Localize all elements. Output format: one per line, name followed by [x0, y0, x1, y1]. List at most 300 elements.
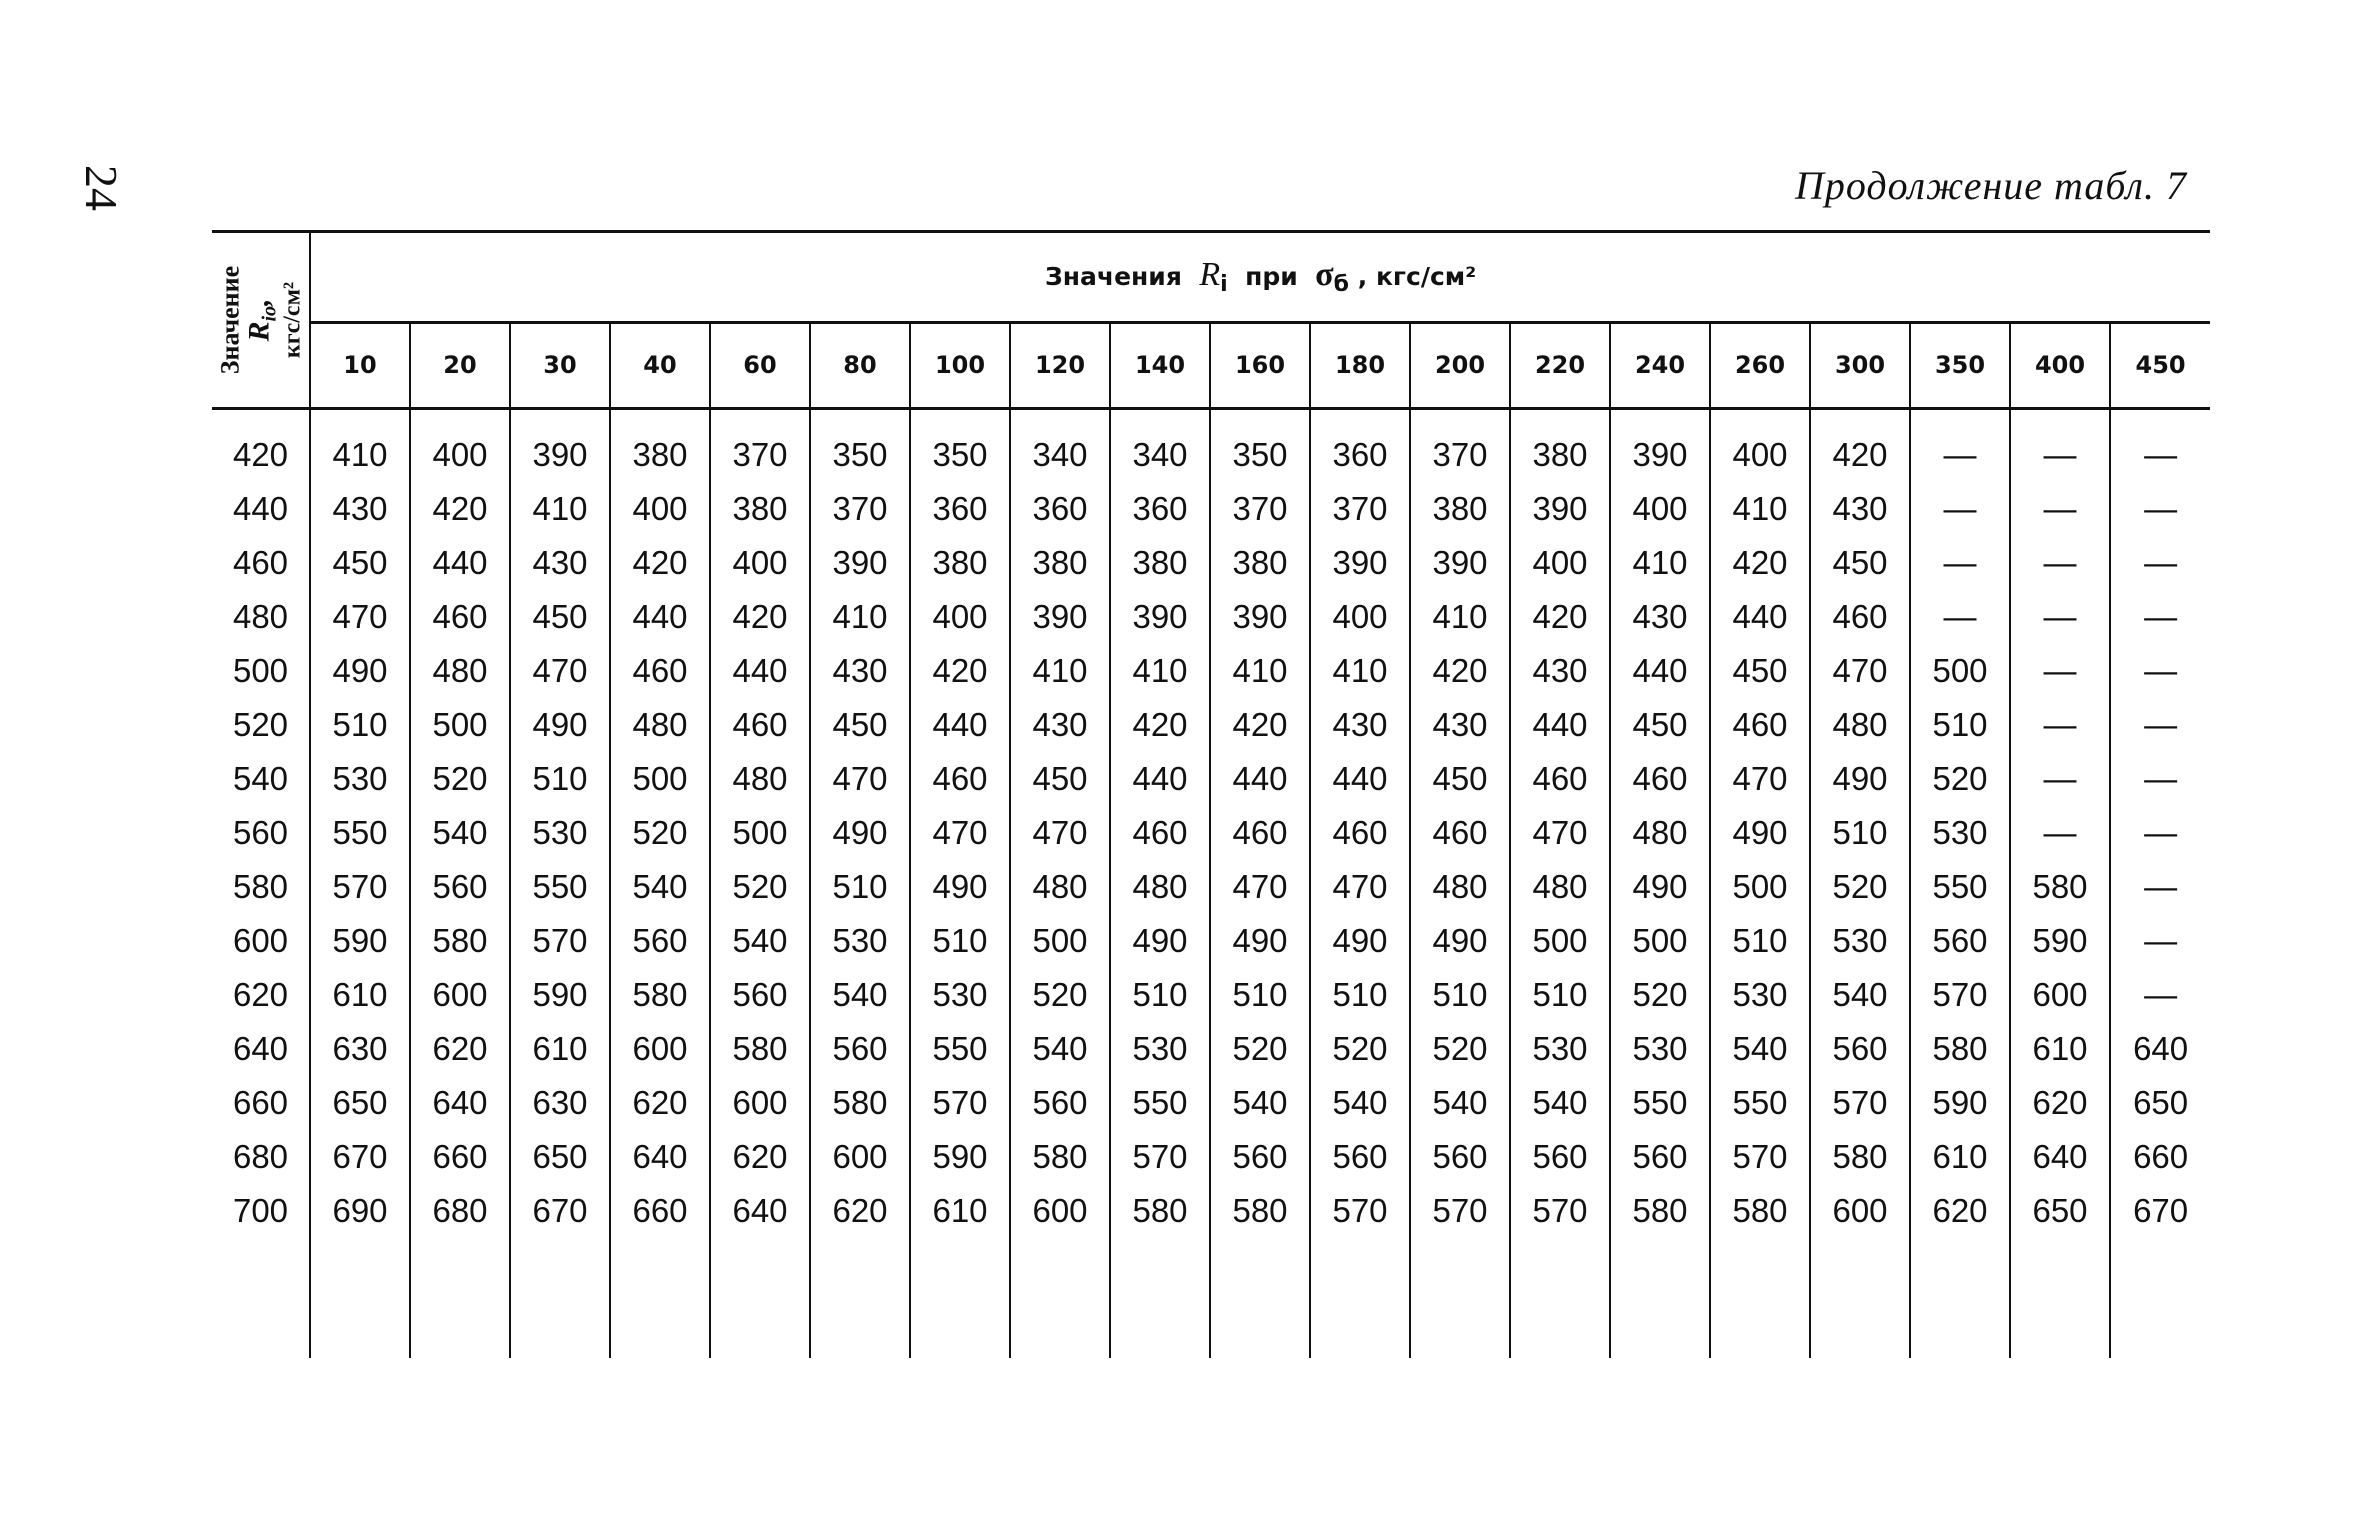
table-cell: 600: [810, 1130, 910, 1184]
table-cell: 560: [1410, 1130, 1510, 1184]
row-key-cell: 600: [212, 914, 310, 968]
table-cell: 570: [1810, 1076, 1910, 1130]
table-cell: 350: [810, 428, 910, 482]
table-cell: —: [2010, 428, 2110, 482]
table-cell: 530: [810, 914, 910, 968]
table-cell: 490: [810, 806, 910, 860]
table-cell: 470: [1710, 752, 1810, 806]
table-cell: 420: [1810, 428, 1910, 482]
table-cell: 650: [2010, 1184, 2110, 1238]
table-cell: 570: [1510, 1184, 1610, 1238]
table-cell: 460: [910, 752, 1010, 806]
table-cell: 470: [1810, 644, 1910, 698]
table-cell: —: [2010, 698, 2110, 752]
table-cell: 420: [610, 536, 710, 590]
table-cell: 370: [710, 428, 810, 482]
spacer-cell: [610, 409, 710, 429]
table-cell: 470: [310, 590, 410, 644]
column-header: 350: [1910, 322, 2010, 408]
table-cell: 610: [1910, 1130, 2010, 1184]
column-header: 450: [2110, 322, 2210, 408]
spacer-cell: [1110, 1238, 1210, 1358]
row-key-cell: 480: [212, 590, 310, 644]
row-key-cell: 520: [212, 698, 310, 752]
table-cell: 510: [1210, 968, 1310, 1022]
table-cell: 530: [910, 968, 1010, 1022]
table-cell: 580: [1910, 1022, 2010, 1076]
table-cell: 550: [510, 860, 610, 914]
table-cell: 460: [1610, 752, 1710, 806]
table-cell: 590: [1910, 1076, 2010, 1130]
table-cell: 520: [1410, 1022, 1510, 1076]
spacer-cell: [410, 409, 510, 429]
table-cell: 620: [710, 1130, 810, 1184]
table-cell: 410: [510, 482, 610, 536]
table-cell: 470: [510, 644, 610, 698]
table-cell: 410: [1310, 644, 1410, 698]
table-cell: 510: [910, 914, 1010, 968]
table-cell: 410: [1110, 644, 1210, 698]
table-cell: 680: [410, 1184, 510, 1238]
table-row: [212, 698, 2210, 752]
table-cell: 440: [1610, 644, 1710, 698]
spacer-cell: [410, 1238, 510, 1358]
table-cell: —: [2110, 698, 2210, 752]
table-cell: 470: [810, 752, 910, 806]
table-row: [212, 428, 2210, 482]
table-cell: 560: [710, 968, 810, 1022]
table-cell: 410: [1010, 644, 1110, 698]
table-cell: 380: [610, 428, 710, 482]
table-cell: 640: [710, 1184, 810, 1238]
table-cell: 450: [810, 698, 910, 752]
table-cell: 570: [1110, 1130, 1210, 1184]
table-cell: 400: [1710, 428, 1810, 482]
table-cell: 380: [1410, 482, 1510, 536]
spacer-cell: [1510, 1238, 1610, 1358]
table-row: [212, 482, 2210, 536]
stub-unit: кгс/см²: [279, 281, 306, 359]
spacer-cell: [1010, 409, 1110, 429]
table-row: [212, 860, 2210, 914]
table-cell: 470: [1210, 860, 1310, 914]
table-cell: 340: [1110, 428, 1210, 482]
table-row: [212, 1076, 2210, 1130]
table-cell: 450: [510, 590, 610, 644]
stub-symbol: $R_{io}$,: [242, 298, 281, 342]
table-cell: 490: [1610, 860, 1710, 914]
spacer-cell: [1710, 1238, 1810, 1358]
table-cell: 420: [1710, 536, 1810, 590]
table-cell: 500: [710, 806, 810, 860]
table-caption: Продолжение табл. 7: [1794, 163, 2187, 208]
table-cell: 440: [1310, 752, 1410, 806]
table-cell: 350: [910, 428, 1010, 482]
table-cell: 390: [1310, 536, 1410, 590]
spacer-cell: [310, 409, 410, 429]
table-cell: 460: [1810, 590, 1910, 644]
spacer-cell: [1710, 409, 1810, 429]
table-cell: 500: [610, 752, 710, 806]
table-cell: 460: [710, 698, 810, 752]
table-cell: 590: [910, 1130, 1010, 1184]
table-cell: 450: [1810, 536, 1910, 590]
table-cell: 510: [310, 698, 410, 752]
table-cell: 430: [1610, 590, 1710, 644]
table-cell: 430: [810, 644, 910, 698]
table-cell: 580: [1010, 1130, 1110, 1184]
spacer-cell: [1510, 409, 1610, 429]
table-cell: 440: [610, 590, 710, 644]
spacer-cell: [1810, 1238, 1910, 1358]
table-cell: 460: [610, 644, 710, 698]
table-cell: 570: [1410, 1184, 1510, 1238]
table-cell: —: [2110, 590, 2210, 644]
data-table: [212, 230, 2210, 1358]
table-cell: 620: [410, 1022, 510, 1076]
table-cell: 380: [710, 482, 810, 536]
table-cell: 370: [1210, 482, 1310, 536]
table-cell: 620: [610, 1076, 710, 1130]
table-cell: 600: [610, 1022, 710, 1076]
table-cell: 400: [710, 536, 810, 590]
table-row: [212, 1184, 2210, 1238]
table-cell: 510: [1510, 968, 1610, 1022]
table-spacer-row: [212, 409, 2210, 429]
stub-header: [212, 232, 310, 409]
column-header: 400: [2010, 322, 2110, 408]
table-cell: 420: [1410, 644, 1510, 698]
table-cell: 490: [510, 698, 610, 752]
row-key-cell: 700: [212, 1184, 310, 1238]
table-cell: 560: [1910, 914, 2010, 968]
column-header: 180: [1310, 322, 1410, 408]
table-cell: 500: [1710, 860, 1810, 914]
table-cell: 560: [1810, 1022, 1910, 1076]
table-cell: —: [1910, 482, 2010, 536]
table-cell: 390: [1110, 590, 1210, 644]
table-cell: 490: [1210, 914, 1310, 968]
table-cell: 380: [1010, 536, 1110, 590]
column-header: 220: [1510, 322, 1610, 408]
spacer-cell: [2110, 1238, 2210, 1358]
table-cell: 540: [610, 860, 710, 914]
column-header: 80: [810, 322, 910, 408]
table-cell: 480: [1810, 698, 1910, 752]
table-row: [212, 536, 2210, 590]
table-cell: 550: [1710, 1076, 1810, 1130]
column-header: 140: [1110, 322, 1210, 408]
table-cell: 440: [1110, 752, 1210, 806]
row-key-cell: 620: [212, 968, 310, 1022]
table-cell: —: [2010, 752, 2110, 806]
table-cell: 580: [810, 1076, 910, 1130]
group-header: Значения Ri при σб , кгс/см²: [310, 232, 2210, 323]
table-cell: 510: [1910, 698, 2010, 752]
table-cell: 550: [910, 1022, 1010, 1076]
table-cell: 420: [410, 482, 510, 536]
table-cell: 520: [1910, 752, 2010, 806]
table-cell: 500: [1910, 644, 2010, 698]
table-cell: 650: [510, 1130, 610, 1184]
table-cell: 510: [1810, 806, 1910, 860]
table-cell: 430: [1310, 698, 1410, 752]
table-cell: 460: [1710, 698, 1810, 752]
table-cell: 370: [810, 482, 910, 536]
table-cell: 470: [1510, 806, 1610, 860]
table-cell: 540: [1810, 968, 1910, 1022]
table-cell: 480: [1410, 860, 1510, 914]
row-key-cell: 440: [212, 482, 310, 536]
table-cell: 550: [1110, 1076, 1210, 1130]
table-cell: 600: [410, 968, 510, 1022]
table-cell: 590: [310, 914, 410, 968]
table-cell: 570: [510, 914, 610, 968]
table-cell: 480: [1010, 860, 1110, 914]
table-cell: 410: [810, 590, 910, 644]
table-cell: 540: [1210, 1076, 1310, 1130]
column-header: 20: [410, 322, 510, 408]
table-cell: 390: [1410, 536, 1510, 590]
table-cell: —: [2110, 968, 2210, 1022]
spacer-cell: [1910, 1238, 2010, 1358]
table-cell: 560: [1010, 1076, 1110, 1130]
table-cell: —: [2010, 482, 2110, 536]
table-cell: 660: [610, 1184, 710, 1238]
table-cell: 480: [1610, 806, 1710, 860]
table-cell: —: [2110, 428, 2210, 482]
table-cell: 550: [310, 806, 410, 860]
spacer-cell: [1110, 409, 1210, 429]
table-cell: 380: [1110, 536, 1210, 590]
table-cell: 450: [1010, 752, 1110, 806]
table-cell: 460: [410, 590, 510, 644]
table-cell: 580: [1710, 1184, 1810, 1238]
table-cell: 480: [1110, 860, 1210, 914]
spacer-cell: [1210, 1238, 1310, 1358]
spacer-cell: [1910, 409, 2010, 429]
row-key-cell: 460: [212, 536, 310, 590]
table-cell: 610: [2010, 1022, 2110, 1076]
table-cell: 520: [410, 752, 510, 806]
table-cell: 370: [1310, 482, 1410, 536]
table-cell: 430: [1410, 698, 1510, 752]
spacer-cell: [1610, 1238, 1710, 1358]
table-cell: 470: [1010, 806, 1110, 860]
table-cell: 380: [1510, 428, 1610, 482]
table-cell: 620: [1910, 1184, 2010, 1238]
table-cell: —: [2110, 644, 2210, 698]
column-header: 120: [1010, 322, 1110, 408]
table-cell: 580: [2010, 860, 2110, 914]
spacer-cell: [1410, 1238, 1510, 1358]
row-key-cell: 560: [212, 806, 310, 860]
table-cell: 670: [310, 1130, 410, 1184]
table-cell: 430: [510, 536, 610, 590]
table-cell: 560: [810, 1022, 910, 1076]
table-cell: 380: [910, 536, 1010, 590]
table-cell: 590: [510, 968, 610, 1022]
row-key-cell: 580: [212, 860, 310, 914]
table-cell: 480: [610, 698, 710, 752]
table-row: [212, 590, 2210, 644]
table-cell: 620: [810, 1184, 910, 1238]
table-cell: 540: [1510, 1076, 1610, 1130]
table-cell: 360: [1110, 482, 1210, 536]
table-cell: 460: [1310, 806, 1410, 860]
table-cell: 460: [1410, 806, 1510, 860]
table-cell: 540: [810, 968, 910, 1022]
table-cell: 390: [510, 428, 610, 482]
spacer-cell: [510, 409, 610, 429]
table-cell: 570: [1910, 968, 2010, 1022]
table-cell: 420: [910, 644, 1010, 698]
table-cell: 400: [1610, 482, 1710, 536]
table-cell: —: [2110, 752, 2210, 806]
table-cell: 580: [1210, 1184, 1310, 1238]
spacer-cell: [2010, 1238, 2110, 1358]
spacer-cell: [2110, 409, 2210, 429]
table-cell: —: [2010, 590, 2110, 644]
table-cell: 460: [1110, 806, 1210, 860]
spacer-cell: [810, 1238, 910, 1358]
spacer-cell: [212, 1238, 310, 1358]
table-cell: 540: [1310, 1076, 1410, 1130]
table-cell: —: [2010, 806, 2110, 860]
table-cell: 440: [410, 536, 510, 590]
table-cell: 430: [310, 482, 410, 536]
table-cell: 490: [1410, 914, 1510, 968]
table-cell: 440: [710, 644, 810, 698]
table-cell: 580: [710, 1022, 810, 1076]
table-cell: 420: [1110, 698, 1210, 752]
table-cell: 340: [1010, 428, 1110, 482]
table-cell: 410: [1210, 644, 1310, 698]
table-cell: 640: [610, 1130, 710, 1184]
table-cell: 500: [1510, 914, 1610, 968]
table-cell: 510: [1410, 968, 1510, 1022]
row-key-cell: 660: [212, 1076, 310, 1130]
row-key-cell: 680: [212, 1130, 310, 1184]
table-cell: 420: [1510, 590, 1610, 644]
column-header: 60: [710, 322, 810, 408]
table-cell: 420: [710, 590, 810, 644]
table-cell: 510: [1310, 968, 1410, 1022]
table-cell: 520: [1810, 860, 1910, 914]
table-cell: 520: [1310, 1022, 1410, 1076]
table-cell: 460: [1510, 752, 1610, 806]
column-header: 240: [1610, 322, 1710, 408]
table-row: [212, 752, 2210, 806]
table-cell: 450: [1610, 698, 1710, 752]
table-cell: 600: [2010, 968, 2110, 1022]
table-row: [212, 1022, 2210, 1076]
table-cell: 440: [1210, 752, 1310, 806]
table-cell: 490: [1310, 914, 1410, 968]
table-cell: 690: [310, 1184, 410, 1238]
table-cell: 520: [1210, 1022, 1310, 1076]
table-cell: 520: [1010, 968, 1110, 1022]
table-cell: 540: [410, 806, 510, 860]
column-header: 160: [1210, 322, 1310, 408]
table-cell: 490: [1110, 914, 1210, 968]
table-cell: 560: [1510, 1130, 1610, 1184]
table-cell: 400: [410, 428, 510, 482]
table-cell: 530: [1910, 806, 2010, 860]
table-cell: —: [1910, 536, 2010, 590]
table-cell: 410: [1710, 482, 1810, 536]
table-cell: 570: [1710, 1130, 1810, 1184]
spacer-cell: [1410, 409, 1510, 429]
table-cell: —: [1910, 590, 2010, 644]
table-cell: 400: [610, 482, 710, 536]
column-header: 10: [310, 322, 410, 408]
table-cell: 580: [410, 914, 510, 968]
table-cell: 600: [1010, 1184, 1110, 1238]
table-cell: 400: [1510, 536, 1610, 590]
table-cell: 630: [310, 1022, 410, 1076]
table-cell: 630: [510, 1076, 610, 1130]
table-cell: 450: [310, 536, 410, 590]
table-cell: 530: [1610, 1022, 1710, 1076]
column-header: 30: [510, 322, 610, 408]
table-cell: 530: [310, 752, 410, 806]
table-cell: 520: [610, 806, 710, 860]
table-row: [212, 1130, 2210, 1184]
table-cell: 510: [510, 752, 610, 806]
table-cell: 570: [310, 860, 410, 914]
table-cell: 390: [1510, 482, 1610, 536]
table-cell: 560: [1210, 1130, 1310, 1184]
table-cell: 580: [610, 968, 710, 1022]
table-cell: 490: [910, 860, 1010, 914]
table-cell: 660: [410, 1130, 510, 1184]
table-cell: —: [2110, 806, 2210, 860]
table-cell: 650: [2110, 1076, 2210, 1130]
table-cell: 530: [1110, 1022, 1210, 1076]
table-cell: 670: [510, 1184, 610, 1238]
table-cell: 520: [1610, 968, 1710, 1022]
table-cell: 410: [1410, 590, 1510, 644]
table-cell: 430: [1810, 482, 1910, 536]
spacer-cell: [610, 1238, 710, 1358]
spacer-cell: [710, 1238, 810, 1358]
table-cell: —: [2010, 536, 2110, 590]
table-cell: 480: [1510, 860, 1610, 914]
table-cell: —: [2110, 860, 2210, 914]
table-row: [212, 914, 2210, 968]
spacer-cell: [1010, 1238, 1110, 1358]
spacer-cell: [510, 1238, 610, 1358]
row-key-cell: 420: [212, 428, 310, 482]
table-cell: 640: [2110, 1022, 2210, 1076]
table-cell: 470: [910, 806, 1010, 860]
table-body: [212, 409, 2210, 1359]
table-cell: 580: [1810, 1130, 1910, 1184]
table-cell: 570: [910, 1076, 1010, 1130]
column-header: 260: [1710, 322, 1810, 408]
table-cell: 450: [1410, 752, 1510, 806]
table-cell: 530: [1810, 914, 1910, 968]
table-cell: 660: [2110, 1130, 2210, 1184]
table-cell: 610: [310, 968, 410, 1022]
table-cell: 480: [710, 752, 810, 806]
table-cell: —: [2110, 914, 2210, 968]
table-cell: 390: [1010, 590, 1110, 644]
table-cell: 610: [510, 1022, 610, 1076]
spacer-cell: [710, 409, 810, 429]
column-header: 300: [1810, 322, 1910, 408]
